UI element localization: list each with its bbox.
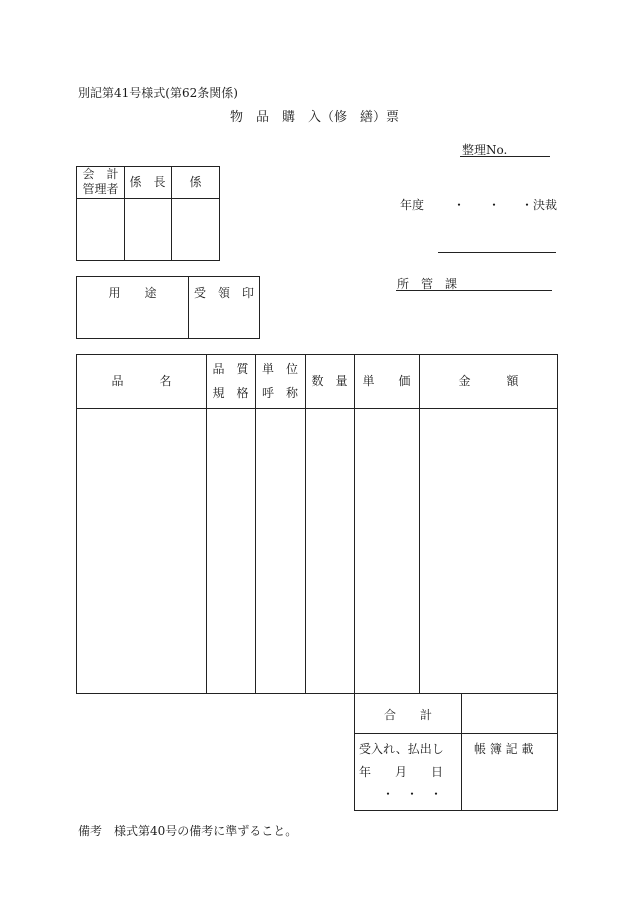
remarks-note: 備考 様式第40号の備考に準ずること。 <box>78 824 298 838</box>
header-unit-price: 単 価 <box>362 374 411 388</box>
form-title: 物 品 購 入（修 繕）票 <box>230 110 400 125</box>
department-label: 所 管 課 <box>397 277 458 291</box>
receive-disburse-label: 受入れ、払出し <box>359 742 444 756</box>
purpose-label: 用 途 <box>108 286 157 300</box>
receive-date-label: 年 月 日 <box>359 765 444 779</box>
date-dot-2: ・ <box>488 198 501 212</box>
item-quantity-cell[interactable] <box>306 409 354 693</box>
header-quality-1: 品 質 <box>212 362 249 376</box>
header-unit-1: 単 位 <box>261 362 298 376</box>
header-quality-2: 規 格 <box>212 386 249 400</box>
form-reference: 別記第41号様式(第62条関係) <box>78 86 238 100</box>
date-dot-1: ・ <box>453 198 466 212</box>
item-unit-cell[interactable] <box>256 409 305 693</box>
item-unit-price-cell[interactable] <box>355 409 419 693</box>
item-name-cell[interactable] <box>77 409 206 693</box>
ledger-entry-label: 帳 簿 記 載 <box>474 742 534 756</box>
fiscal-year-label: 年度 <box>400 198 425 212</box>
approval-seal-chief[interactable] <box>125 199 171 260</box>
department-line <box>396 290 552 291</box>
purpose-field[interactable] <box>77 302 187 338</box>
receipt-seal-field[interactable] <box>189 302 259 338</box>
header-quantity: 数 量 <box>311 374 348 388</box>
header-amount: 金 額 <box>458 374 519 388</box>
total-amount-field[interactable] <box>462 695 556 733</box>
header-item-name: 品 名 <box>111 374 172 388</box>
approval-staff-label: 係 <box>189 175 202 189</box>
item-amount-cell[interactable] <box>420 409 557 693</box>
approval-seal-staff[interactable] <box>172 199 219 260</box>
serial-number-label: 整理No. <box>462 143 508 157</box>
approval-accountant-label-2: 管理者 <box>82 182 119 196</box>
decision-label: ・決裁 <box>521 198 558 212</box>
header-unit-2: 呼 称 <box>261 386 298 400</box>
approval-chief-label: 係 長 <box>129 175 166 189</box>
serial-number-line <box>460 156 550 157</box>
total-label: 合 計 <box>383 708 432 722</box>
approval-seal-accountant[interactable] <box>77 199 123 260</box>
item-quality-cell[interactable] <box>207 409 255 693</box>
signature-line <box>438 252 556 253</box>
receive-date-dots: ・ ・ ・ <box>382 787 443 801</box>
approval-accountant-label-1: 会 計 <box>82 167 119 181</box>
ledger-entry-field[interactable] <box>462 760 556 809</box>
receipt-seal-label: 受 領 印 <box>193 286 254 300</box>
